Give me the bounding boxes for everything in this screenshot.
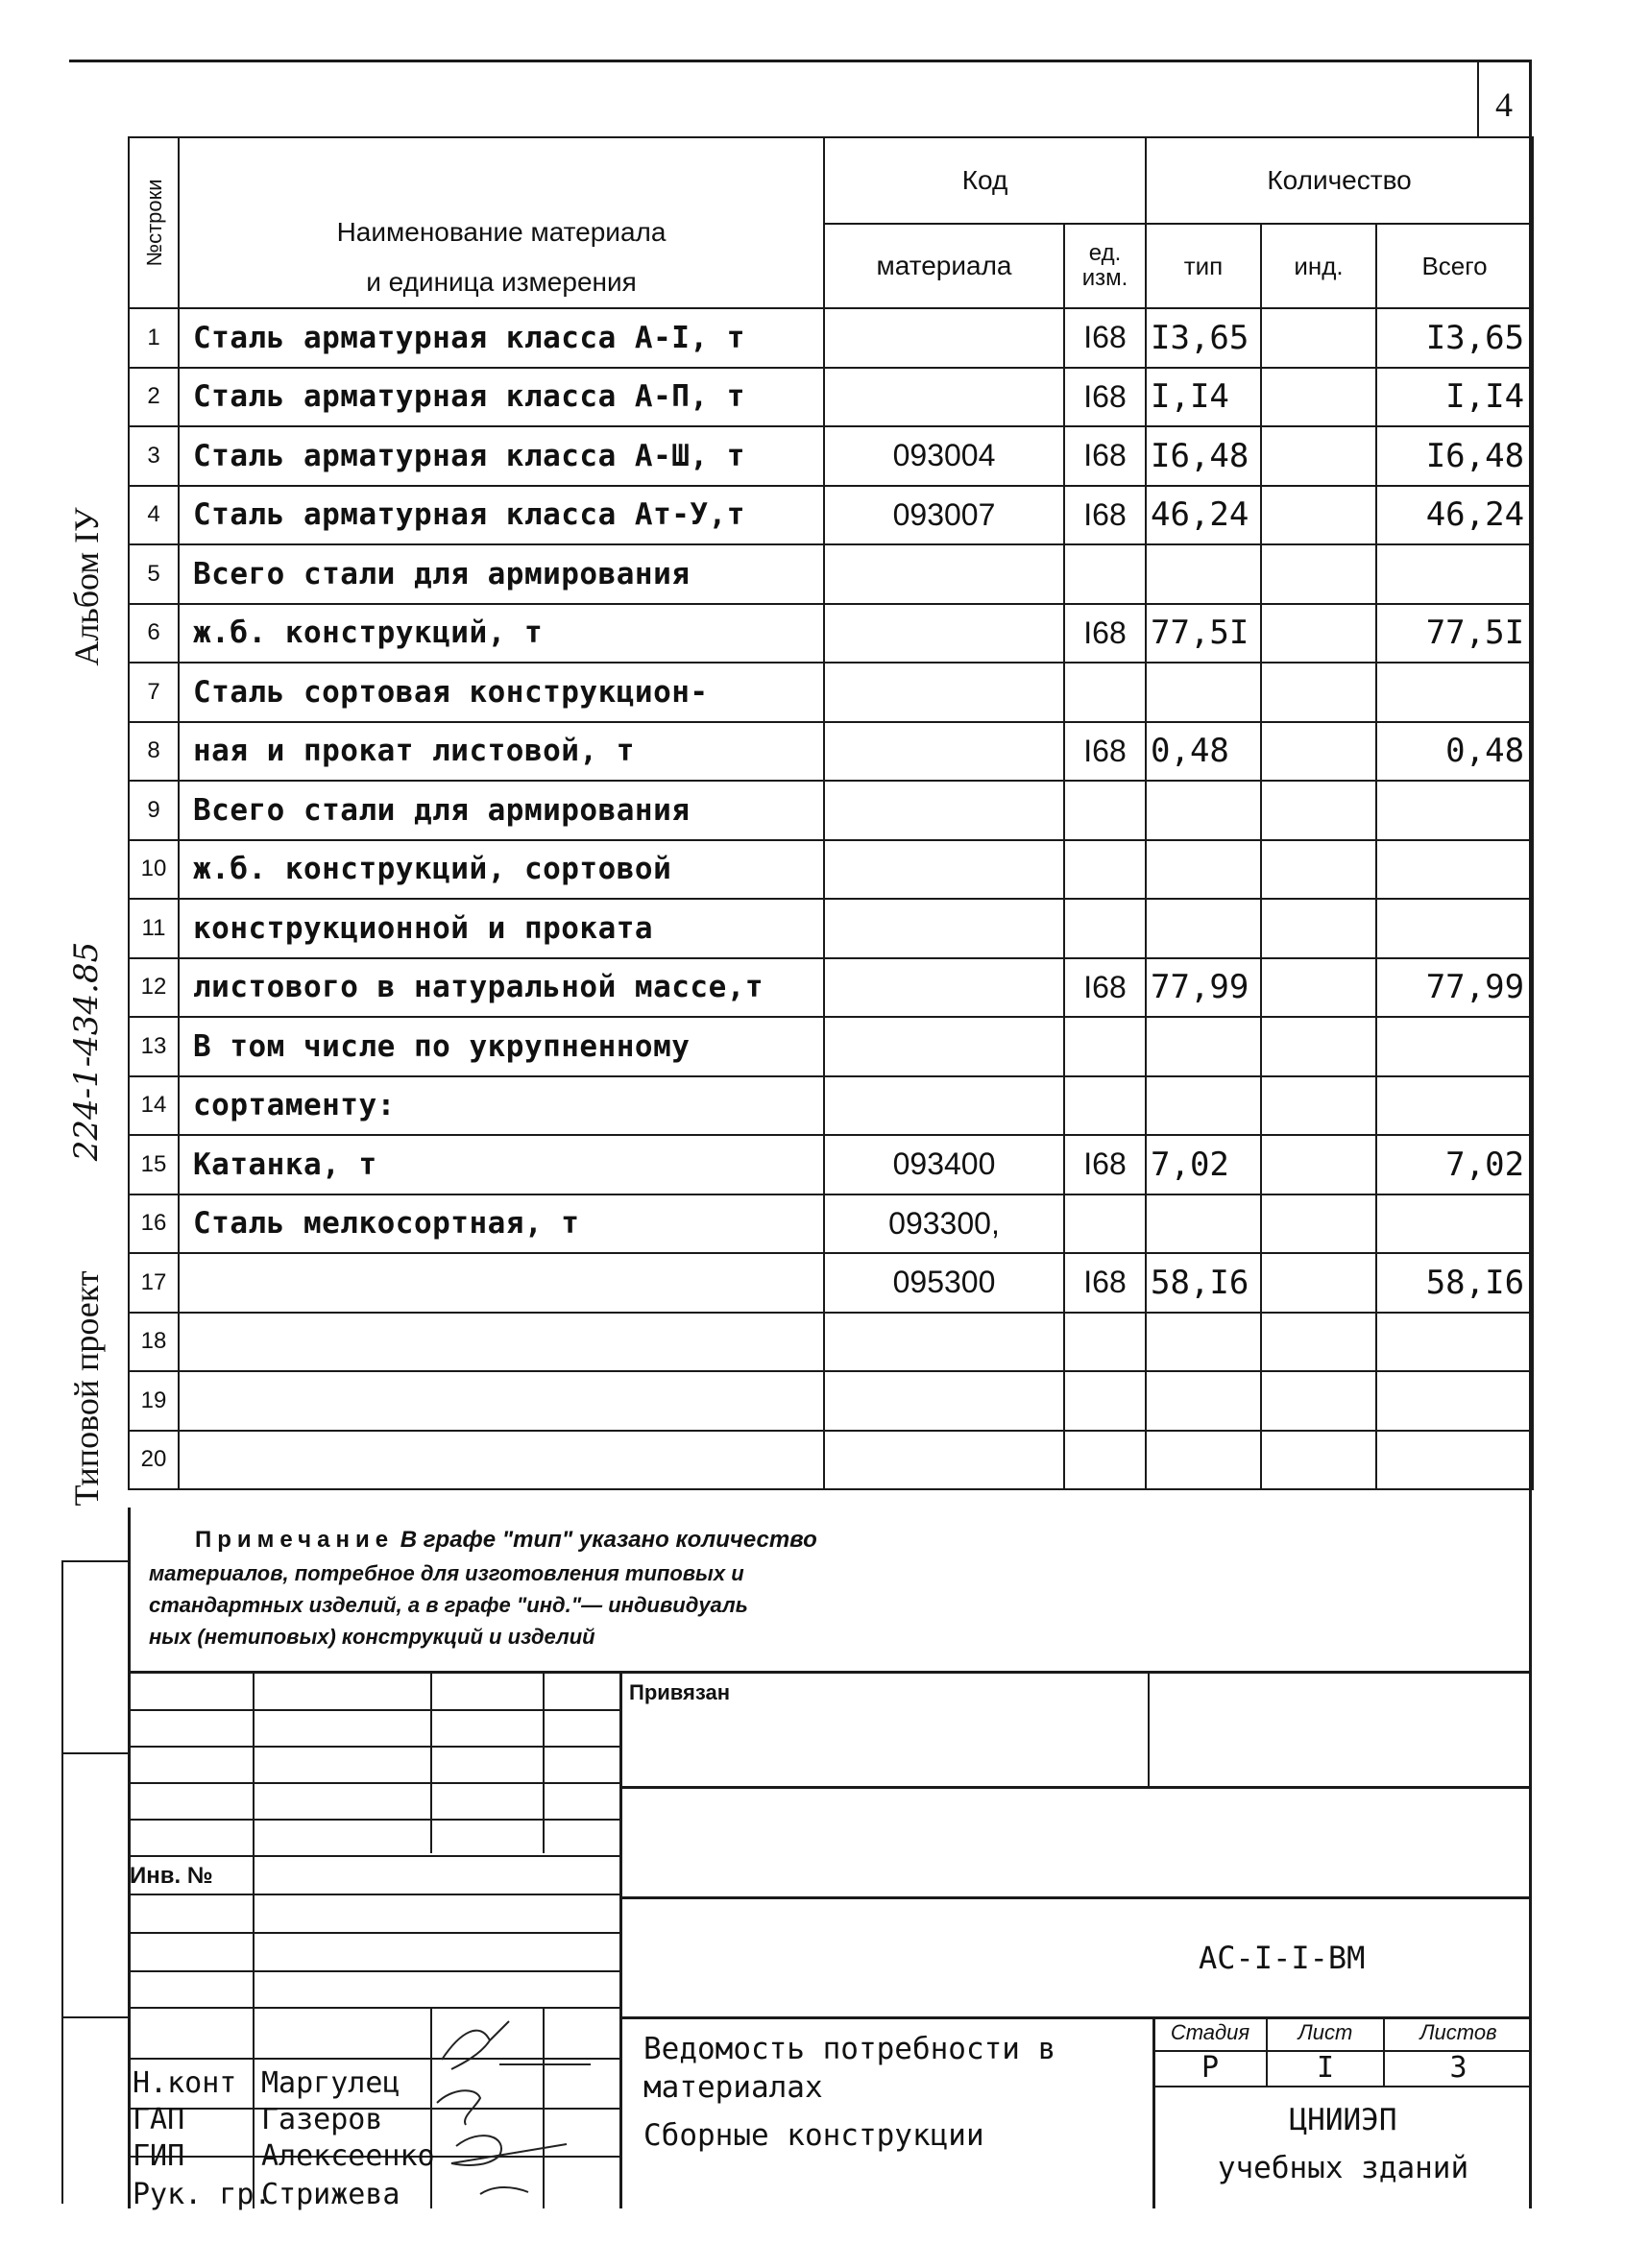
quantity-total: I3,65 [1376, 308, 1533, 368]
row-number: 19 [129, 1371, 179, 1431]
quantity-ind [1261, 1371, 1376, 1431]
quantity-typ [1146, 899, 1261, 958]
binding-line-bottom [61, 2016, 129, 2018]
table-row [129, 426, 1533, 486]
quantity-typ [1146, 1017, 1261, 1076]
row-number: 1 [129, 308, 179, 368]
material-code [824, 722, 1064, 782]
quantity-ind [1261, 1017, 1376, 1076]
table-row [129, 722, 1533, 782]
doc-title-1: Ведомость потребности в [643, 2032, 1056, 2066]
quantity-ind [1261, 722, 1376, 782]
material-code [824, 1076, 1064, 1136]
quantity-typ [1146, 1371, 1261, 1431]
quantity-typ: 0,48 [1146, 722, 1261, 782]
sheets-label: Листов [1419, 2020, 1497, 2044]
row-number: 18 [129, 1313, 179, 1372]
quantity-typ [1146, 840, 1261, 900]
quantity-typ [1146, 544, 1261, 604]
material-code [824, 1371, 1064, 1431]
header-row-no: №строки [129, 137, 179, 308]
header-code: Код [824, 137, 1146, 224]
tb-col-3 [543, 1671, 545, 1853]
quantity-ind [1261, 368, 1376, 427]
row-number: 5 [129, 544, 179, 604]
note-line-1: Примечание В графе "тип" указано количество [195, 1527, 817, 1553]
tb-col-1 [253, 1671, 255, 2208]
unit-code: I68 [1064, 486, 1146, 545]
signature-scribbles [423, 2012, 634, 2208]
unit-code [1064, 1076, 1146, 1136]
tb-row-2 [128, 1746, 619, 1748]
typical-project-label: Типовой проект [67, 1270, 106, 1507]
table-row [129, 1194, 1533, 1254]
quantity-ind [1261, 663, 1376, 722]
quantity-typ: 58,I6 [1146, 1253, 1261, 1313]
tb-row-6 [128, 1894, 619, 1895]
binding-line-mid [61, 1752, 129, 1754]
unit-code: I68 [1064, 958, 1146, 1018]
tb-row-8 [128, 1970, 619, 1972]
stage-label: Стадия [1170, 2020, 1250, 2044]
materials-table [128, 136, 1534, 1490]
stage-value: Р [1201, 2051, 1220, 2085]
quantity-typ [1146, 663, 1261, 722]
material-code [824, 958, 1064, 1018]
material-name: Всего стали для армирования [179, 544, 824, 604]
quantity-ind [1261, 544, 1376, 604]
row-number: 7 [129, 663, 179, 722]
page-number: 4 [1495, 85, 1513, 124]
material-code [824, 368, 1064, 427]
quantity-total [1376, 781, 1533, 840]
table-row [129, 604, 1533, 664]
tb-stage-hline-2 [1152, 2086, 1532, 2087]
material-name [179, 1253, 824, 1313]
signer-role: ГИП [133, 2139, 185, 2173]
tb-row-7 [128, 1932, 619, 1934]
material-name: ж.б. конструкций, т [179, 604, 824, 664]
tb-row-4 [128, 1819, 619, 1821]
tb-attached-vline [1148, 1671, 1150, 1786]
signer-role: Рук. гр. [133, 2178, 272, 2211]
binding-line-top [61, 1560, 129, 1562]
signer-name: Алексеенко [261, 2139, 435, 2173]
quantity-ind [1261, 1194, 1376, 1254]
header-unit: ед. изм. [1064, 224, 1146, 308]
header-name: Наименование материала и единица измерения [179, 137, 824, 308]
unit-code: I68 [1064, 604, 1146, 664]
quantity-ind [1261, 1431, 1376, 1490]
quantity-typ: I,I4 [1146, 368, 1261, 427]
row-number: 9 [129, 781, 179, 840]
material-code [824, 1431, 1064, 1490]
unit-code [1064, 1371, 1146, 1431]
quantity-typ [1146, 1076, 1261, 1136]
binding-line-left [61, 1560, 63, 2204]
note-line-2: материалов, потребное для изготовления типовых и [149, 1561, 744, 1585]
tb-row-5 [128, 1855, 619, 1857]
header-ind: инд. [1261, 224, 1376, 308]
quantity-total: 46,24 [1376, 486, 1533, 545]
quantity-total: 77,5I [1376, 604, 1533, 664]
quantity-total: 58,I6 [1376, 1253, 1533, 1313]
material-name: Всего стали для армирования [179, 781, 824, 840]
material-code: 095300 [824, 1253, 1064, 1313]
unit-code [1064, 840, 1146, 900]
material-code: 093004 [824, 426, 1064, 486]
row-number: 17 [129, 1253, 179, 1313]
sheet-label: Лист [1298, 2020, 1353, 2044]
table-row [129, 1135, 1533, 1194]
material-name: Сталь арматурная класса Ат-У,т [179, 486, 824, 545]
row-number: 4 [129, 486, 179, 545]
unit-code [1064, 544, 1146, 604]
material-code [824, 1017, 1064, 1076]
quantity-typ [1146, 1313, 1261, 1372]
quantity-ind [1261, 1135, 1376, 1194]
tb-right-row-3 [619, 2016, 1532, 2019]
tb-right-row-1 [619, 1786, 1532, 1789]
tb-top-line [128, 1671, 1532, 1674]
signature-3 [451, 2135, 567, 2165]
unit-code: I68 [1064, 368, 1146, 427]
row-number: 15 [129, 1135, 179, 1194]
quantity-total [1376, 1431, 1533, 1490]
row-number: 10 [129, 840, 179, 900]
signature-1 [442, 2021, 509, 2069]
signer-role: ГАП [133, 2103, 185, 2136]
note-title: Примечание [195, 1527, 395, 1553]
doc-title-2: материалах [643, 2070, 823, 2105]
material-name: конструкционной и проката [179, 899, 824, 958]
material-name: В том числе по укрупненному [179, 1017, 824, 1076]
quantity-ind [1261, 840, 1376, 900]
quantity-ind [1261, 958, 1376, 1018]
quantity-total [1376, 1313, 1533, 1372]
table-row [129, 1076, 1533, 1136]
unit-code: I68 [1064, 308, 1146, 368]
project-code-label: 224-1-434.85 [67, 941, 106, 1162]
quantity-typ [1146, 1194, 1261, 1254]
quantity-typ: I6,48 [1146, 426, 1261, 486]
quantity-ind [1261, 1076, 1376, 1136]
material-code [824, 308, 1064, 368]
header-total: Всего [1376, 224, 1533, 308]
quantity-ind [1261, 308, 1376, 368]
material-name: Катанка, т [179, 1135, 824, 1194]
attached-label: Привязан [629, 1680, 731, 1704]
row-number: 12 [129, 958, 179, 1018]
material-name: сортаменту: [179, 1076, 824, 1136]
material-name: Сталь сортовая конструкцион- [179, 663, 824, 722]
quantity-total [1376, 1194, 1533, 1254]
quantity-ind [1261, 1253, 1376, 1313]
signer-name: Газеров [261, 2103, 383, 2136]
material-name: Сталь арматурная класса А-П, т [179, 368, 824, 427]
table-row [129, 663, 1533, 722]
table-row [129, 840, 1533, 900]
row-number: 13 [129, 1017, 179, 1076]
signer-name: Маргулец [261, 2066, 400, 2100]
sheet-value: I [1316, 2051, 1335, 2085]
unit-code [1064, 899, 1146, 958]
album-label: Альбом IУ [67, 507, 106, 666]
note-left-border [128, 1508, 131, 2208]
unit-code [1064, 1017, 1146, 1076]
signature-2 [437, 2090, 480, 2125]
quantity-total: 77,99 [1376, 958, 1533, 1018]
quantity-typ: 46,24 [1146, 486, 1261, 545]
material-code: 093007 [824, 486, 1064, 545]
header-material-code: материала [824, 224, 1064, 308]
quantity-total [1376, 544, 1533, 604]
table-row [129, 368, 1533, 427]
tb-col-2 [430, 1671, 432, 1853]
signature-4 [480, 2187, 528, 2194]
doc-code: АС-I-I-ВМ [1199, 1940, 1366, 1976]
material-code [824, 604, 1064, 664]
material-name: Сталь мелкосортная, т [179, 1194, 824, 1254]
table-row [129, 544, 1533, 604]
quantity-total [1376, 1371, 1533, 1431]
quantity-ind [1261, 899, 1376, 958]
quantity-ind [1261, 1313, 1376, 1372]
material-name [179, 1313, 824, 1372]
row-number: 2 [129, 368, 179, 427]
material-code [824, 663, 1064, 722]
row-number: 6 [129, 604, 179, 664]
unit-code: I68 [1064, 722, 1146, 782]
table-row [129, 958, 1533, 1018]
tb-row-1 [128, 1709, 619, 1711]
quantity-total: 7,02 [1376, 1135, 1533, 1194]
unit-code [1064, 663, 1146, 722]
quantity-total [1376, 663, 1533, 722]
row-number: 11 [129, 899, 179, 958]
table-row [129, 1313, 1533, 1372]
row-number: 16 [129, 1194, 179, 1254]
unit-code: I68 [1064, 1253, 1146, 1313]
material-name: Сталь арматурная класса А-I, т [179, 308, 824, 368]
table-row [129, 1253, 1533, 1313]
table-row [129, 899, 1533, 958]
quantity-typ: 7,02 [1146, 1135, 1261, 1194]
quantity-ind [1261, 486, 1376, 545]
table-row [129, 308, 1533, 368]
note-line-3: стандартных изделий, а в графе "инд."— индивидуаль [149, 1593, 748, 1617]
table-row [129, 486, 1533, 545]
quantity-total [1376, 1017, 1533, 1076]
material-name: ная и прокат листовой, т [179, 722, 824, 782]
quantity-total: I6,48 [1376, 426, 1533, 486]
material-name: ж.б. конструкций, сортовой [179, 840, 824, 900]
quantity-total: I,I4 [1376, 368, 1533, 427]
signer-name: Стрижева [261, 2178, 400, 2211]
table-row [129, 1017, 1533, 1076]
row-number: 3 [129, 426, 179, 486]
quantity-ind [1261, 604, 1376, 664]
note-line-4: ных (нетиповых) конструкций и изделий [149, 1625, 595, 1649]
material-code: 093400 [824, 1135, 1064, 1194]
material-code [824, 781, 1064, 840]
material-code [824, 544, 1064, 604]
material-name: листового в натуральной массе,т [179, 958, 824, 1018]
header-quantity: Количество [1146, 137, 1533, 224]
tb-row-9 [128, 2007, 619, 2009]
quantity-typ: I3,65 [1146, 308, 1261, 368]
material-code: 093300, [824, 1194, 1064, 1254]
org-name-2: учебных зданий [1217, 2151, 1469, 2185]
unit-code: I68 [1064, 1135, 1146, 1194]
quantity-ind [1261, 426, 1376, 486]
unit-code [1064, 781, 1146, 840]
quantity-typ: 77,99 [1146, 958, 1261, 1018]
org-name-1: ЦНИИЭП [1289, 2103, 1397, 2137]
row-number: 8 [129, 722, 179, 782]
table-row [129, 781, 1533, 840]
sheets-value: 3 [1449, 2051, 1467, 2085]
unit-code: I68 [1064, 426, 1146, 486]
note-box [128, 1508, 1532, 1671]
quantity-typ [1146, 1431, 1261, 1490]
material-code [824, 899, 1064, 958]
material-name [179, 1371, 824, 1431]
quantity-total [1376, 840, 1533, 900]
quantity-typ [1146, 781, 1261, 840]
material-name: Сталь арматурная класса А-Ш, т [179, 426, 824, 486]
doc-title-3: Сборные конструкции [643, 2118, 984, 2153]
table-row [129, 1371, 1533, 1431]
inv-no-label: Инв. № [130, 1863, 213, 1889]
frame-top-line [69, 60, 1529, 62]
unit-code [1064, 1313, 1146, 1372]
unit-code [1064, 1194, 1146, 1254]
row-number: 20 [129, 1431, 179, 1490]
unit-code [1064, 1431, 1146, 1490]
tb-row-3 [128, 1782, 619, 1784]
material-code [824, 840, 1064, 900]
table-row [129, 1431, 1533, 1490]
tb-right-row-2 [619, 1896, 1532, 1899]
quantity-total [1376, 1076, 1533, 1136]
material-code [824, 1313, 1064, 1372]
quantity-ind [1261, 781, 1376, 840]
quantity-total: 0,48 [1376, 722, 1533, 782]
row-number: 14 [129, 1076, 179, 1136]
quantity-typ: 77,5I [1146, 604, 1261, 664]
header-typ: тип [1146, 224, 1261, 308]
signer-role: Н.конт [133, 2066, 237, 2100]
material-name [179, 1431, 824, 1490]
quantity-total [1376, 899, 1533, 958]
